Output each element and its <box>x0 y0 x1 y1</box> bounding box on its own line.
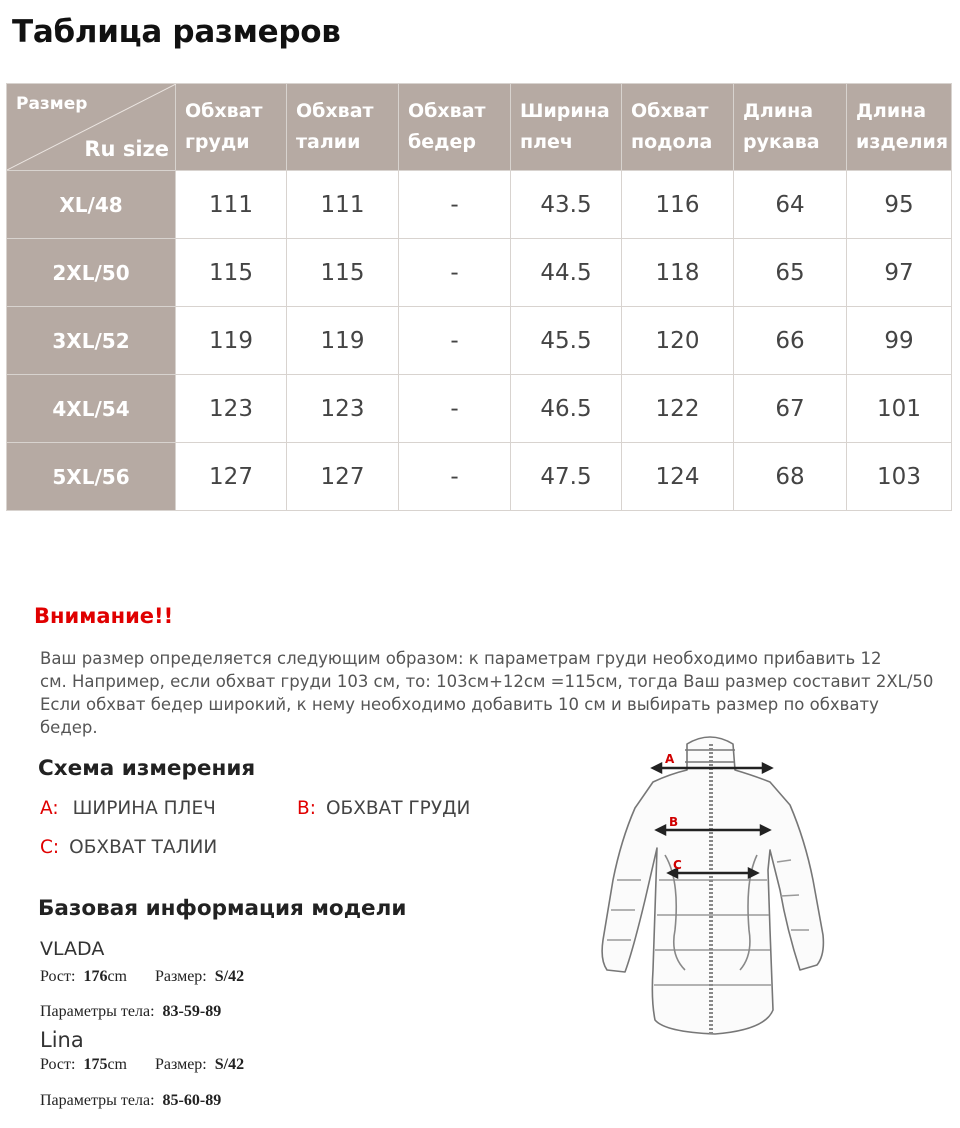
measure-b-letter: B: <box>297 798 316 819</box>
table-cell: - <box>399 307 511 375</box>
table-row <box>7 239 952 307</box>
table-row <box>7 443 952 511</box>
corner-ru-size-label: Ru size <box>84 137 169 161</box>
table-cell: 97 <box>847 239 952 307</box>
table-cell: - <box>399 239 511 307</box>
model-vlada-stats: Рост: 176cm Размер: S/42 <box>40 968 245 985</box>
coat-measurement-diagram <box>555 730 845 1050</box>
model-lina-params: Параметры тела: 85-60-89 <box>40 1092 222 1109</box>
table-cell: 95 <box>847 171 952 239</box>
table-cell: - <box>399 171 511 239</box>
table-cell: - <box>399 375 511 443</box>
table-cell: 119 <box>287 307 399 375</box>
table-cell: 120 <box>622 307 734 375</box>
measure-b <box>297 798 470 819</box>
table-row <box>7 375 952 443</box>
table-cell: 101 <box>847 375 952 443</box>
attention-heading: Внимание!! <box>34 604 174 628</box>
table-cell: 115 <box>287 239 399 307</box>
table-cell: 127 <box>287 443 399 511</box>
note-line: Если обхват бедер широкий, к нему необходимо добавить 10 см и выбирать размер по обхвату <box>40 695 879 714</box>
model-lina-stats: Рост: 175cm Размер: S/42 <box>40 1056 245 1073</box>
row-size: 2XL/50 <box>7 239 176 307</box>
table-cell: 44.5 <box>511 239 622 307</box>
size-note <box>40 647 940 739</box>
row-size: 5XL/56 <box>7 443 176 511</box>
model-info-title: Базовая информация модели <box>38 896 407 921</box>
table-cell: 111 <box>176 171 287 239</box>
table-cell: 111 <box>287 171 399 239</box>
table-cell: - <box>399 443 511 511</box>
table-cell: 118 <box>622 239 734 307</box>
measure-c <box>40 837 217 858</box>
table-cell: 46.5 <box>511 375 622 443</box>
table-cell: 65 <box>734 239 847 307</box>
table-cell: 116 <box>622 171 734 239</box>
table-row <box>7 171 952 239</box>
row-size: 3XL/52 <box>7 307 176 375</box>
header-chest: Обхват груди <box>176 84 287 171</box>
table-cell: 66 <box>734 307 847 375</box>
note-line: Ваш размер определяется следующим образом: к параметрам груди необходимо прибавить 12 <box>40 649 882 668</box>
model-vlada-params: Параметры тела: 83-59-89 <box>40 1003 222 1020</box>
header-row <box>7 84 952 171</box>
header-hips: Обхват бедер <box>399 84 511 171</box>
corner-size-label: Размер <box>16 94 88 114</box>
header-shoulders: Ширина плеч <box>511 84 622 171</box>
measure-a-letter: A: <box>40 798 59 819</box>
measure-c-letter: C: <box>40 837 60 858</box>
header-sleeve: Длина рукава <box>734 84 847 171</box>
table-cell: 67 <box>734 375 847 443</box>
table-row <box>7 307 952 375</box>
table-cell: 123 <box>287 375 399 443</box>
note-line: см. Например, если обхват груди 103 см, то: 103см+12см =115см, тогда Ваш размер составит 2XL/50 <box>40 672 934 691</box>
table-cell: 127 <box>176 443 287 511</box>
table-cell: 64 <box>734 171 847 239</box>
header-length: Длина изделия <box>847 84 952 171</box>
header-waist: Обхват талии <box>287 84 399 171</box>
model-name-lina: Lina <box>40 1028 84 1052</box>
table-cell: 103 <box>847 443 952 511</box>
measure-a <box>40 798 216 819</box>
page-title: Таблица размеров <box>12 14 341 50</box>
table-cell: 99 <box>847 307 952 375</box>
header-hem: Обхват подола <box>622 84 734 171</box>
model-name-vlada: VLADA <box>40 938 105 960</box>
corner-cell <box>7 84 176 171</box>
table-cell: 115 <box>176 239 287 307</box>
table-cell: 47.5 <box>511 443 622 511</box>
note-line: бедер. <box>40 718 98 737</box>
table-cell: 119 <box>176 307 287 375</box>
measure-b-label: ОБХВАТ ГРУДИ <box>325 798 471 819</box>
row-size: XL/48 <box>7 171 176 239</box>
table-cell: 122 <box>622 375 734 443</box>
table-cell: 68 <box>734 443 847 511</box>
size-table <box>6 83 952 511</box>
scheme-title: Схема измерения <box>38 756 256 781</box>
row-size: 4XL/54 <box>7 375 176 443</box>
table-cell: 43.5 <box>511 171 622 239</box>
table-cell: 124 <box>622 443 734 511</box>
measure-c-label: ОБХВАТ ТАЛИИ <box>69 837 218 858</box>
measure-a-label: ШИРИНА ПЛЕЧ <box>72 798 216 819</box>
diagram-label-a: A <box>665 752 675 766</box>
table-cell: 123 <box>176 375 287 443</box>
table-cell: 45.5 <box>511 307 622 375</box>
diagram-label-c: C <box>673 858 682 872</box>
diagram-label-b: B <box>669 815 679 829</box>
